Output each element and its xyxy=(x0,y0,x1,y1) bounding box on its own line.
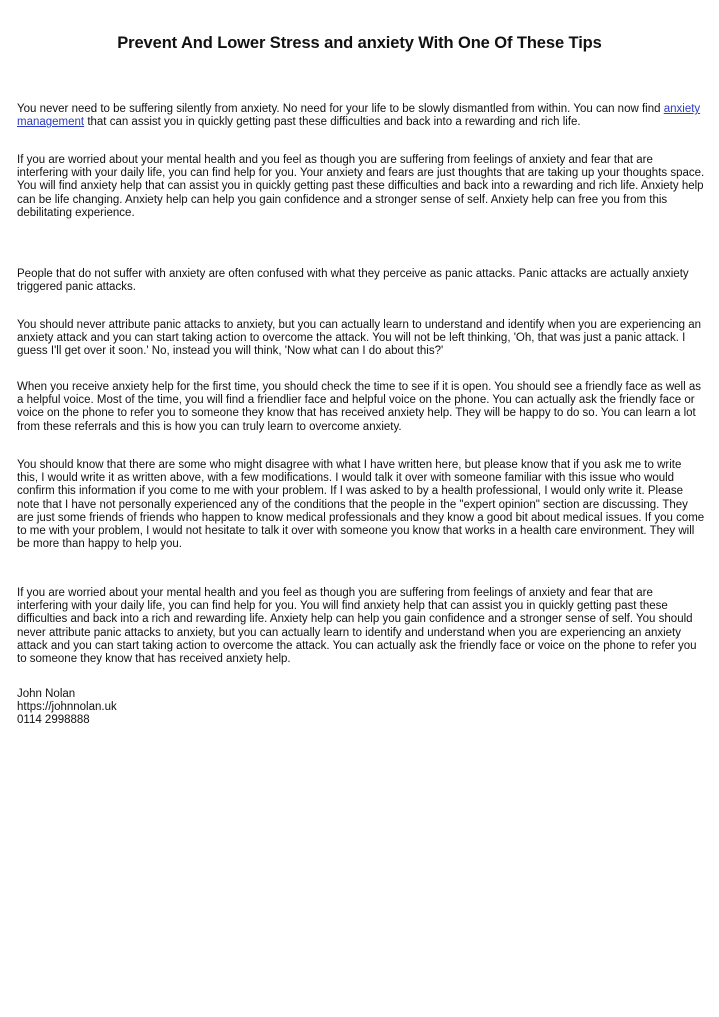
page-title: Prevent And Lower Stress and anxiety With One Of These Tips xyxy=(117,34,602,52)
author-website: https://johnnolan.uk xyxy=(17,701,117,714)
anxiety-management-link[interactable]: anxiety management xyxy=(17,103,701,129)
paragraph: When you receive anxiety help for the first time, you should check the time to see if it is open. You should see a friendly face as well as a helpful voice. Most of the time, you will find a friendlier face and helpful voice on the phone. You can actually ask the friendly face or voice on the phone to refer you to someone they know that has received anxiety help. They will be happy to do so. You can learn a lot from these referrals and this is how you can truly learn to overcome anxiety. xyxy=(17,381,701,433)
author-name: John Nolan xyxy=(17,688,76,700)
paragraph-intro-after: that can assist you in quickly getting past these difficulties and back into a rewarding and rich life. xyxy=(84,116,581,129)
paragraph-intro-before: You never need to be suffering silently from anxiety. No need for your life to be slowly dismantled from within. You can now find xyxy=(17,103,664,115)
paragraph: You should never attribute panic attacks to anxiety, but you can actually learn to understand and identify when you are experiencing an anxiety attack and you can start taking action to overcome the attack. You will not be left thinking, 'Oh, that was just a panic attack. I guess I'll get over it soon.' No, instead you will think, 'Now what can I do about this?' xyxy=(17,319,702,358)
paragraph: You should know that there are some who might disagree with what I have written here, but please know that if you ask me to write this, I would write it as written above, with a few modifications. I would talk it over with someone familiar with this issue who would confirm this information if you come to me with your problem. If I was asked to by a health professional, I would only write it. Please note that I have not personally experienced any of the conditions that the people in the "expert opinion" section are discussing. They are just some friends of friends who happen to know medical professionals and they know a good bit about medical issues. If you come to me with your problem, I would not hesitate to talk it over with someone you know that works in a health care environment. They will be more than happy to help you. xyxy=(17,459,705,551)
signature-block xyxy=(17,688,705,728)
author-phone: 0114 2998888 xyxy=(17,714,90,727)
paragraph: People that do not suffer with anxiety are often confused with what they perceive as panic attacks. Panic attacks are actually anxiety triggered panic attacks. xyxy=(17,268,689,294)
paragraph: If you are worried about your mental health and you feel as though you are suffering from feelings of anxiety and fear that are interfering with your daily life, you can find help for you. You will find anxiety help that can assist you in quickly getting past these difficulties and back into a rich and rewarding life. Anxiety help can help you gain confidence and a stronger sense of self. You should never attribute panic attacks to anxiety, but you can actually learn to identify and understand when you are experiencing an anxiety attack and you can start taking action to overcome the attack. You can actually ask the friendly face or voice on the phone to refer you to someone they know that has received anxiety help. xyxy=(17,587,697,666)
paragraph: If you are worried about your mental health and you feel as though you are suffering from feelings of anxiety and fear that are interfering with your daily life, you can find help for you. Your anxiety and fears are just thoughts that are taking up your thoughts space. You will find anxiety help that can assist you in quickly getting past these difficulties and back into a rewarding and rich life. Anxiety help can be life changing. Anxiety help can help you gain confidence and a stronger sense of self. Anxiety help can free you from this debilitating experience. xyxy=(17,154,705,219)
paragraph-intro xyxy=(17,103,705,129)
